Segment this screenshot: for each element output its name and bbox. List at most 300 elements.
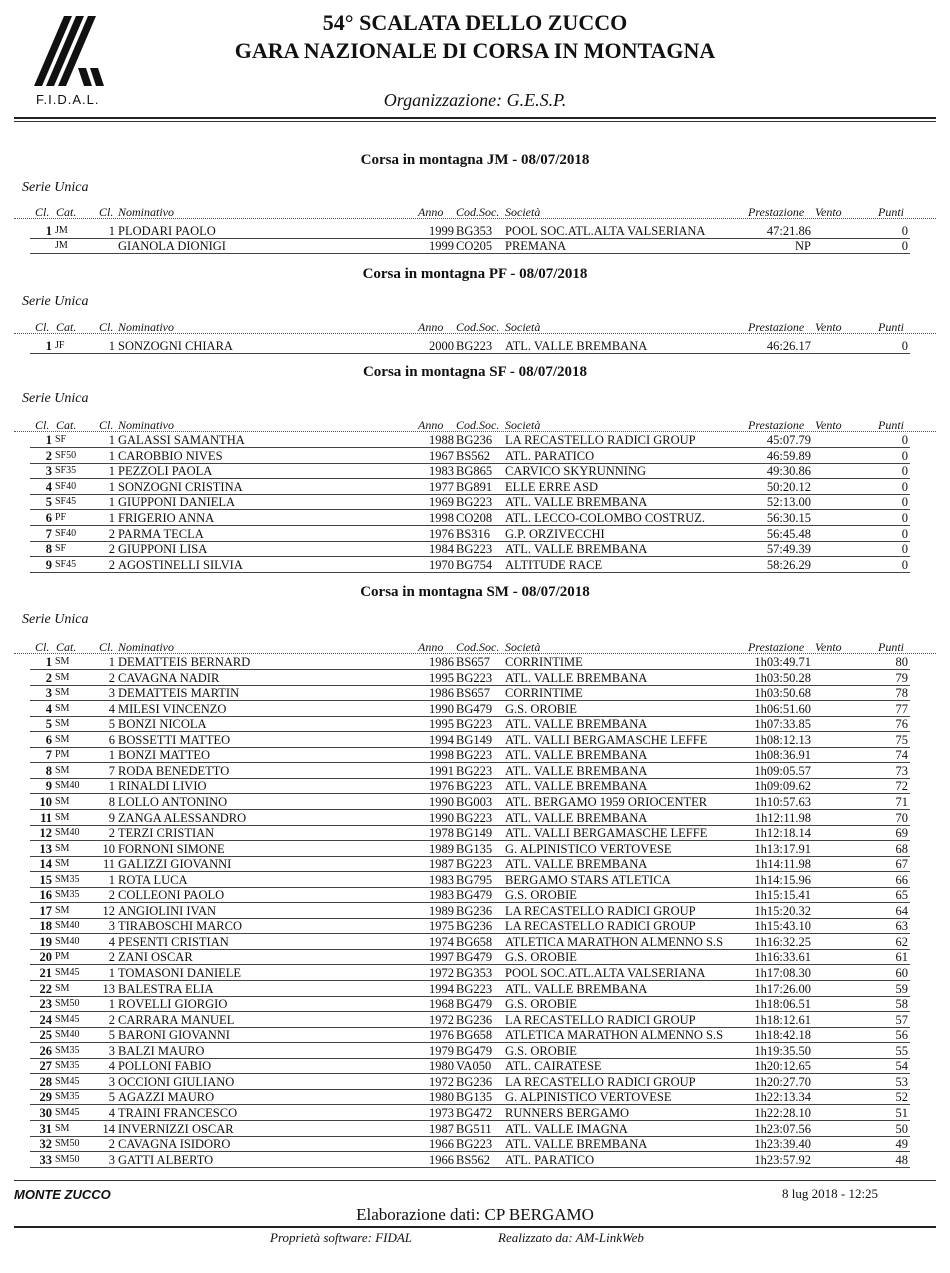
club-name-cell: CORRINTIME	[505, 686, 583, 701]
points-cell: 62	[895, 934, 908, 949]
club-name-cell: G.S. OROBIE	[505, 1043, 577, 1058]
table-row	[0, 1106, 950, 1121]
category-rank-cell: 8	[108, 794, 115, 809]
birth-year-cell: 1995	[429, 717, 454, 732]
birth-year-cell: 1966	[429, 1137, 454, 1152]
athlete-name-cell: ZANGA ALESSANDRO	[118, 810, 247, 825]
position-cell: 2	[45, 448, 52, 463]
club-name-cell: BERGAMO STARS ATLETICA	[505, 872, 671, 887]
points-cell: 48	[895, 1152, 908, 1167]
club-name-cell: ELLE ERRE ASD	[505, 479, 599, 494]
athlete-name-cell: BALESTRA ELIA	[118, 981, 214, 996]
birth-year-cell: 1977	[429, 479, 454, 494]
position-cell: 13	[39, 841, 52, 856]
position-cell: 5	[45, 717, 52, 732]
hdr-vento: Vento	[815, 418, 842, 432]
time-cell: 56:45.48	[766, 526, 811, 541]
birth-year-cell: 1986	[429, 686, 454, 701]
club-name-cell: LA RECASTELLO RADICI GROUP	[505, 903, 696, 918]
hdr-nominativo: Nominativo	[118, 205, 174, 219]
hdr-anno: Anno	[418, 205, 444, 219]
club-code-cell: BG149	[456, 826, 493, 841]
category-cell: SM45	[55, 967, 80, 978]
category-cell: SM40	[55, 1029, 80, 1041]
hdr-vento: Vento	[815, 640, 842, 654]
club-name-cell: G. ALPINISTICO VERTOVESE	[505, 1090, 672, 1105]
points-cell: 0	[901, 238, 908, 253]
athlete-name-cell: CAVAGNA NADIR	[118, 670, 220, 685]
category-rank-cell: 4	[108, 1059, 115, 1074]
category-cell: SF40	[55, 480, 77, 492]
club-name-cell: ATL. VALLE BREMBANA	[505, 763, 648, 778]
birth-year-cell: 1989	[429, 903, 454, 918]
club-name-cell: ATL. VALLE BREMBANA	[505, 981, 648, 996]
time-cell: 1h10:57.63	[754, 794, 811, 809]
club-code-cell: BG236	[456, 1074, 493, 1089]
points-cell: 68	[895, 841, 908, 856]
time-cell: 1h22:13.34	[754, 1090, 811, 1105]
category-cell: SM	[55, 858, 70, 870]
club-code-cell: BG223	[456, 339, 493, 353]
club-code-cell: BG223	[456, 748, 493, 763]
club-name-cell: ATL. PARATICO	[505, 448, 595, 463]
time-cell: 1h03:49.71	[754, 655, 811, 669]
category-cell: JM	[55, 239, 68, 251]
birth-year-cell: 1986	[429, 655, 454, 669]
points-cell: 0	[901, 433, 908, 447]
category-cell: SF50	[55, 449, 77, 461]
organizer-text: Organizzazione: G.E.S.P.	[383, 90, 567, 110]
row-underline	[30, 253, 910, 254]
birth-year-cell: 1972	[429, 1074, 454, 1089]
points-cell: 51	[895, 1105, 908, 1120]
club-code-cell: BG236	[456, 433, 493, 447]
header-divider	[14, 333, 936, 334]
category-rank-cell: 11	[102, 857, 115, 872]
table-row	[0, 873, 950, 888]
birth-year-cell: 1983	[429, 888, 454, 903]
athlete-name-cell: RINALDI LIVIO	[118, 779, 207, 794]
category-rank-cell: 5	[108, 1090, 115, 1105]
time-cell: 1h18:12.61	[754, 1012, 811, 1027]
time-cell: 1h19:35.50	[754, 1043, 811, 1058]
time-cell: 1h09:09.62	[754, 779, 811, 794]
hdr-vento: Vento	[815, 320, 842, 334]
points-cell: 57	[895, 1012, 908, 1027]
athlete-name-cell: GIANOLA DIONIGI	[118, 238, 226, 253]
club-code-cell: BS657	[456, 686, 491, 701]
club-code-cell: BS316	[456, 526, 491, 541]
birth-year-cell: 1966	[429, 1152, 454, 1167]
table-row	[0, 1044, 950, 1059]
table-row	[0, 495, 950, 510]
table-row	[0, 702, 950, 717]
points-cell: 0	[901, 542, 908, 557]
athlete-name-cell: BALZI MAURO	[118, 1043, 205, 1058]
club-code-cell: BG658	[456, 934, 493, 949]
category-cell: SM40	[55, 935, 80, 947]
table-row	[0, 239, 950, 254]
athlete-name-cell: PARMA TECLA	[118, 526, 204, 541]
header-divider	[14, 653, 936, 654]
table-row	[0, 919, 950, 934]
club-name-cell: LA RECASTELLO RADICI GROUP	[505, 1074, 696, 1089]
club-name-cell: ATL. VALLE BREMBANA	[505, 542, 648, 557]
position-cell: 7	[45, 526, 52, 541]
points-cell: 69	[895, 826, 908, 841]
club-name-cell: ATL. VALLE IMAGNA	[505, 1121, 628, 1136]
position-cell: 9	[45, 779, 52, 794]
points-cell: 64	[895, 903, 908, 918]
club-name-cell: ATL. VALLE BREMBANA	[505, 495, 648, 510]
time-cell: 1h06:51.60	[754, 701, 811, 716]
club-name-cell: POOL SOC.ATL.ALTA VALSERIANA	[505, 966, 706, 980]
table-row	[0, 904, 950, 919]
category-cell: SM	[55, 795, 70, 807]
table-row	[0, 655, 950, 670]
club-code-cell: BG236	[456, 1012, 493, 1027]
club-name-cell: ATL. BERGAMO 1959 ORIOCENTER	[505, 794, 708, 809]
time-cell: 1h12:18.14	[754, 826, 811, 841]
table-row	[0, 1137, 950, 1152]
points-cell: 0	[901, 479, 908, 494]
birth-year-cell: 1983	[429, 464, 454, 479]
category-cell: SM	[55, 656, 70, 667]
position-cell: 9	[45, 557, 52, 572]
birth-year-cell: 1990	[429, 810, 454, 825]
birth-year-cell: 1974	[429, 934, 454, 949]
club-code-cell: BG479	[456, 888, 493, 903]
birth-year-cell: 1980	[429, 1059, 454, 1074]
hdr-cl: Cl.	[35, 418, 50, 432]
position-cell: 30	[39, 1105, 52, 1120]
club-code-cell: BG479	[456, 950, 493, 965]
hdr-societa: Società	[505, 418, 541, 432]
birth-year-cell: 1991	[429, 763, 454, 778]
table-row	[0, 826, 950, 841]
footer-rule	[14, 1180, 936, 1181]
points-cell: 73	[895, 763, 908, 778]
club-name-cell: ATL. LECCO-COLOMBO COSTRUZ.	[505, 511, 706, 525]
hdr-anno: Anno	[418, 320, 444, 334]
club-code-cell: BG223	[456, 810, 493, 825]
club-code-cell: BG479	[456, 1043, 493, 1058]
table-row	[0, 224, 950, 239]
birth-year-cell: 1984	[429, 542, 454, 557]
position-cell: 20	[39, 950, 52, 965]
category-rank-cell: 4	[108, 701, 115, 716]
category-cell: SF45	[55, 558, 77, 570]
club-name-cell: G.S. OROBIE	[505, 701, 577, 716]
table-row	[0, 671, 950, 686]
birth-year-cell: 1978	[429, 826, 454, 841]
category-rank-cell: 2	[108, 950, 115, 965]
hdr-prestazione: Prestazione	[748, 640, 805, 654]
time-cell: 1h17:26.00	[754, 981, 811, 996]
serie-label: Serie Unica	[22, 294, 89, 309]
category-cell: SM	[55, 904, 70, 916]
race-location: MONTE ZUCCO	[14, 1187, 111, 1202]
category-cell: SF45	[55, 496, 77, 508]
hdr-codsoc: Cod.Soc.	[456, 640, 500, 654]
time-cell: 1h15:15.41	[754, 888, 811, 903]
category-rank-cell: 3	[108, 686, 115, 701]
time-cell: 52:13.00	[766, 495, 811, 510]
position-cell: 6	[45, 511, 52, 525]
hdr-cl2: Cl.	[99, 640, 114, 654]
position-cell: 2	[45, 670, 52, 685]
club-code-cell: CO208	[456, 511, 493, 525]
category-cell: SM	[55, 733, 70, 745]
position-cell: 33	[39, 1152, 52, 1167]
club-name-cell: ATL. VALLE BREMBANA	[505, 810, 648, 825]
position-cell: 27	[39, 1059, 52, 1074]
category-rank-cell: 2	[108, 888, 115, 903]
birth-year-cell: 1994	[429, 732, 454, 747]
category-rank-cell: 2	[108, 826, 115, 841]
table-row	[0, 795, 950, 810]
athlete-name-cell: BARONI GIOVANNI	[118, 1028, 230, 1043]
club-name-cell: POOL SOC.ATL.ALTA VALSERIANA	[505, 224, 706, 238]
time-cell: 56:30.15	[766, 511, 811, 525]
birth-year-cell: 1987	[429, 857, 454, 872]
club-name-cell: RUNNERS BERGAMO	[505, 1105, 629, 1120]
points-cell: 74	[895, 748, 908, 763]
points-cell: 75	[895, 732, 908, 747]
hdr-cl: Cl.	[35, 205, 50, 219]
position-cell: 4	[45, 701, 52, 716]
birth-year-cell: 1998	[429, 511, 454, 525]
club-name-cell: CORRINTIME	[505, 655, 583, 669]
athlete-name-cell: CARRARA MANUEL	[118, 1012, 235, 1027]
time-cell: 47:21.86	[766, 224, 811, 238]
time-cell: 1h03:50.28	[754, 670, 811, 685]
hdr-punti: Punti	[878, 320, 904, 334]
club-name-cell: LA RECASTELLO RADICI GROUP	[505, 433, 696, 447]
points-cell: 61	[895, 950, 908, 965]
points-cell: 0	[901, 224, 908, 238]
birth-year-cell: 1968	[429, 997, 454, 1012]
table-row	[0, 950, 950, 965]
birth-year-cell: 1972	[429, 1012, 454, 1027]
table-row	[0, 997, 950, 1012]
athlete-name-cell: CAROBBIO NIVES	[118, 448, 223, 463]
software-author: Realizzato da: AM-LinkWeb	[498, 1230, 644, 1245]
category-cell: SM	[55, 1122, 70, 1134]
category-rank-cell: 2	[108, 1012, 115, 1027]
position-cell: 22	[39, 981, 52, 996]
table-row	[0, 1059, 950, 1074]
athlete-name-cell: TOMASONI DANIELE	[118, 966, 242, 980]
category-cell: SM50	[55, 1153, 80, 1165]
club-code-cell: BG223	[456, 717, 493, 732]
position-cell: 15	[39, 872, 52, 887]
time-cell: 1h08:12.13	[754, 732, 811, 747]
club-code-cell: BG795	[456, 872, 493, 887]
club-code-cell: BG479	[456, 997, 493, 1012]
athlete-name-cell: INVERNIZZI OSCAR	[118, 1121, 234, 1136]
category-rank-cell: 9	[108, 810, 115, 825]
points-cell: 0	[901, 557, 908, 572]
points-cell: 59	[895, 981, 908, 996]
category-cell: SM40	[55, 827, 80, 839]
club-code-cell: CO205	[456, 238, 493, 253]
serie-label: Serie Unica	[22, 391, 89, 406]
position-cell: 24	[39, 1012, 52, 1027]
birth-year-cell: 1976	[429, 1028, 454, 1043]
club-code-cell: BG135	[456, 841, 493, 856]
table-row	[0, 717, 950, 732]
club-name-cell: ALTITUDE RACE	[505, 557, 603, 572]
birth-year-cell: 1976	[429, 526, 454, 541]
data-processing-credit: Elaborazione dati: CP BERGAMO	[356, 1205, 594, 1224]
club-name-cell: ATL. VALLE BREMBANA	[505, 717, 648, 732]
club-code-cell: BG149	[456, 732, 493, 747]
category-rank-cell: 1	[108, 997, 115, 1012]
category-cell: JF	[55, 340, 65, 351]
athlete-name-cell: OCCIONI GIULIANO	[118, 1074, 235, 1089]
athlete-name-cell: GIUPPONI LISA	[118, 542, 208, 557]
athlete-name-cell: BONZI MATTEO	[118, 748, 211, 763]
hdr-cl2: Cl.	[99, 320, 114, 334]
category-rank-cell: 4	[108, 934, 115, 949]
athlete-name-cell: TIRABOSCHI MARCO	[118, 919, 242, 934]
athlete-name-cell: TERZI CRISTIAN	[118, 826, 215, 841]
club-name-cell: G. ALPINISTICO VERTOVESE	[505, 841, 672, 856]
category-rank-cell: 6	[108, 732, 115, 747]
club-name-cell: PREMANA	[505, 238, 567, 253]
athlete-name-cell: PLODARI PAOLO	[118, 224, 216, 238]
table-row	[0, 339, 950, 354]
position-cell: 14	[39, 857, 52, 872]
points-cell: 65	[895, 888, 908, 903]
table-row	[0, 764, 950, 779]
time-cell: 1h17:08.30	[754, 966, 811, 980]
category-cell: SM	[55, 702, 70, 714]
time-cell: 1h08:36.91	[754, 748, 811, 763]
category-cell: SM	[55, 811, 70, 823]
time-cell: 46:59.89	[766, 448, 811, 463]
position-cell: 16	[39, 888, 52, 903]
hdr-nominativo: Nominativo	[118, 320, 174, 334]
points-cell: 78	[895, 686, 908, 701]
club-code-cell: BG223	[456, 542, 493, 557]
time-cell: 1h13:17.91	[754, 841, 811, 856]
table-row	[0, 558, 950, 573]
time-cell: 1h14:15.96	[754, 872, 811, 887]
category-rank-cell: 2	[108, 557, 115, 572]
category-cell: SM45	[55, 1106, 80, 1118]
category-cell: SM40	[55, 780, 80, 792]
position-cell: 1	[45, 655, 52, 669]
time-cell: 1h22:28.10	[754, 1105, 811, 1120]
category-cell: SM45	[55, 1075, 80, 1087]
hdr-nominativo: Nominativo	[118, 418, 174, 432]
hdr-punti: Punti	[878, 205, 904, 219]
athlete-name-cell: BOSSETTI MATTEO	[118, 732, 231, 747]
points-cell: 0	[901, 339, 908, 353]
hdr-societa: Società	[505, 320, 541, 334]
points-cell: 70	[895, 810, 908, 825]
time-cell: 1h12:11.98	[754, 810, 811, 825]
club-code-cell: BG223	[456, 1137, 493, 1152]
table-row	[0, 1122, 950, 1137]
club-code-cell: BG891	[456, 479, 493, 494]
birth-year-cell: 1976	[429, 779, 454, 794]
category-rank-cell: 2	[108, 526, 115, 541]
club-name-cell: CARVICO SKYRUNNING	[505, 464, 647, 479]
position-cell: 21	[39, 966, 52, 980]
club-name-cell: ATLETICA MARATHON ALMENNO S.S	[505, 934, 724, 949]
club-code-cell: BG223	[456, 857, 493, 872]
time-cell: 1h20:12.65	[754, 1059, 811, 1074]
athlete-name-cell: DEMATTEIS BERNARD	[118, 655, 251, 669]
points-cell: 67	[895, 857, 908, 872]
time-cell: 49:30.86	[766, 464, 811, 479]
software-ownership: Proprietà software: FIDAL	[270, 1230, 413, 1245]
hdr-societa: Società	[505, 205, 541, 219]
category-cell: SM	[55, 671, 70, 683]
athlete-name-cell: GALASSI SAMANTHA	[118, 433, 245, 447]
club-code-cell: BS562	[456, 448, 491, 463]
athlete-name-cell: ROVELLI GIORGIO	[118, 997, 228, 1012]
table-row	[0, 811, 950, 826]
points-cell: 52	[895, 1090, 908, 1105]
birth-year-cell: 1980	[429, 1090, 454, 1105]
position-cell: 28	[39, 1074, 52, 1089]
athlete-name-cell: ROTA LUCA	[118, 872, 188, 887]
points-cell: 79	[895, 670, 908, 685]
club-code-cell: BG353	[456, 224, 493, 238]
time-cell: 1h16:32.25	[754, 934, 811, 949]
birth-year-cell: 1988	[429, 433, 454, 447]
category-cell: SM35	[55, 1060, 80, 1072]
birth-year-cell: 1967	[429, 448, 454, 463]
points-cell: 58	[895, 997, 908, 1012]
club-code-cell: BG223	[456, 981, 493, 996]
category-cell: PM	[55, 749, 70, 761]
table-row	[0, 1090, 950, 1105]
birth-year-cell: 1994	[429, 981, 454, 996]
birth-year-cell: 1979	[429, 1043, 454, 1058]
hdr-codsoc: Cod.Soc.	[456, 320, 500, 334]
hdr-cat: Cat.	[56, 418, 77, 432]
club-name-cell: G.P. ORZIVECCHI	[505, 526, 605, 541]
print-datetime: 8 lug 2018 - 12:25	[782, 1186, 879, 1201]
category-rank-cell: 14	[102, 1121, 115, 1136]
athlete-name-cell: ZANI OSCAR	[118, 950, 193, 965]
club-name-cell: G.S. OROBIE	[505, 997, 577, 1012]
table-row	[0, 982, 950, 997]
hdr-cl: Cl.	[35, 320, 50, 334]
birth-year-cell: 1997	[429, 950, 454, 965]
time-cell: 1h23:07.56	[754, 1121, 811, 1136]
hdr-cl: Cl.	[35, 640, 50, 654]
page-subtitle: GARA NAZIONALE DI CORSA IN MONTAGNA	[234, 38, 716, 63]
table-row	[0, 842, 950, 857]
category-rank-cell: 5	[108, 717, 115, 732]
section-title: Corsa in montagna PF - 08/07/2018	[362, 266, 588, 282]
club-code-cell: BG223	[456, 763, 493, 778]
category-rank-cell: 1	[108, 511, 115, 525]
birth-year-cell: 1973	[429, 1105, 454, 1120]
position-cell: 17	[39, 903, 52, 918]
category-rank-cell: 1	[108, 464, 115, 479]
points-cell: 54	[895, 1059, 908, 1074]
club-code-cell: BG658	[456, 1028, 493, 1043]
category-rank-cell: 1	[108, 779, 115, 794]
position-cell: 8	[45, 763, 52, 778]
